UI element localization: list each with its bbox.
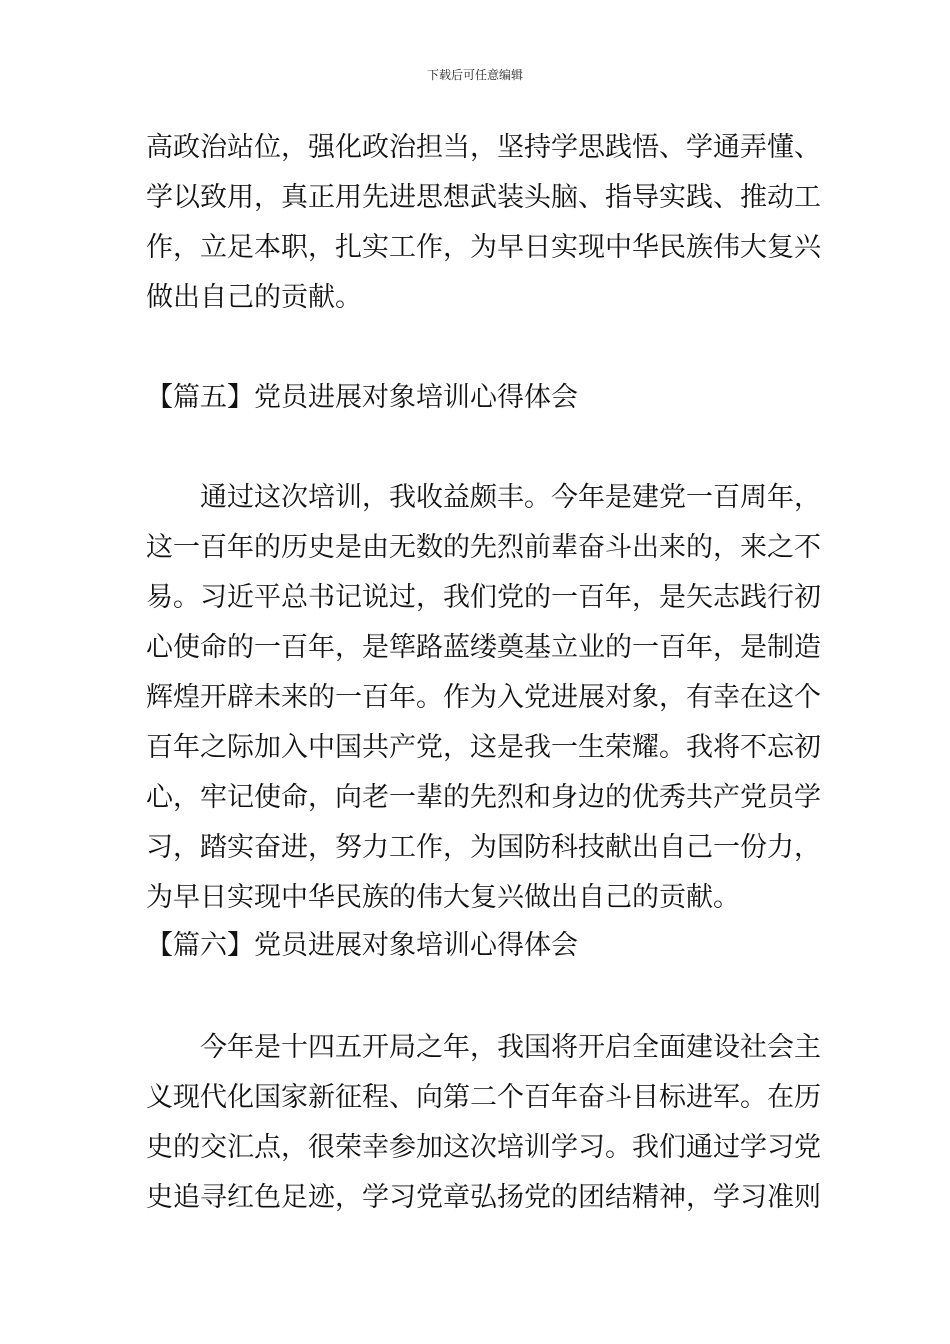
page-header: 下载后可任意编辑 (426, 68, 523, 82)
section-heading: 【篇五】党员进展对象培训心得体会 (146, 382, 578, 413)
text-line: 今年是十四五开局之年，我国将开启全面建设社会主 (146, 1032, 821, 1063)
text-line: 史的交汇点，很荣幸参加这次培训学习。我们通过学习党 (146, 1132, 821, 1163)
text-line: 为早日实现中华民族的伟大复兴做出自己的贡献。 (146, 882, 740, 913)
text-line: 心，牢记使命，向老一辈的先烈和身边的优秀共产党员学 (146, 782, 821, 813)
text-line: 这一百年的历史是由无数的先烈前辈奋斗出来的，来之不 (146, 532, 821, 563)
text-line: 习，踏实奋进，努力工作，为国防科技献出自己一份力， (146, 832, 821, 863)
text-line: 做出自己的贡献。 (146, 282, 362, 313)
text-line: 史追寻红色足迹，学习党章弘扬党的团结精神，学习准则 (146, 1182, 821, 1213)
text-line: 高政治站位，强化政治担当，坚持学思践悟、学通弄懂、 (146, 132, 821, 163)
text-line: 学以致用，真正用先进思想武装头脑、指导实践、推动工 (146, 182, 821, 213)
text-line: 百年之际加入中国共产党，这是我一生荣耀。我将不忘初 (146, 732, 821, 763)
text-line: 心使命的一百年，是筚路蓝缕奠基立业的一百年，是制造 (146, 632, 821, 663)
text-line: 义现代化国家新征程、向第二个百年奋斗目标进军。在历 (146, 1082, 821, 1113)
text-line: 辉煌开辟未来的一百年。作为入党进展对象，有幸在这个 (146, 682, 821, 713)
text-line: 作，立足本职，扎实工作，为早日实现中华民族伟大复兴 (146, 232, 821, 263)
text-line: 易。习近平总书记说过，我们党的一百年，是矢志践行初 (146, 582, 821, 613)
section-heading: 【篇六】党员进展对象培训心得体会 (146, 930, 578, 961)
text-line: 通过这次培训，我收益颇丰。今年是建党一百周年， (146, 482, 821, 513)
